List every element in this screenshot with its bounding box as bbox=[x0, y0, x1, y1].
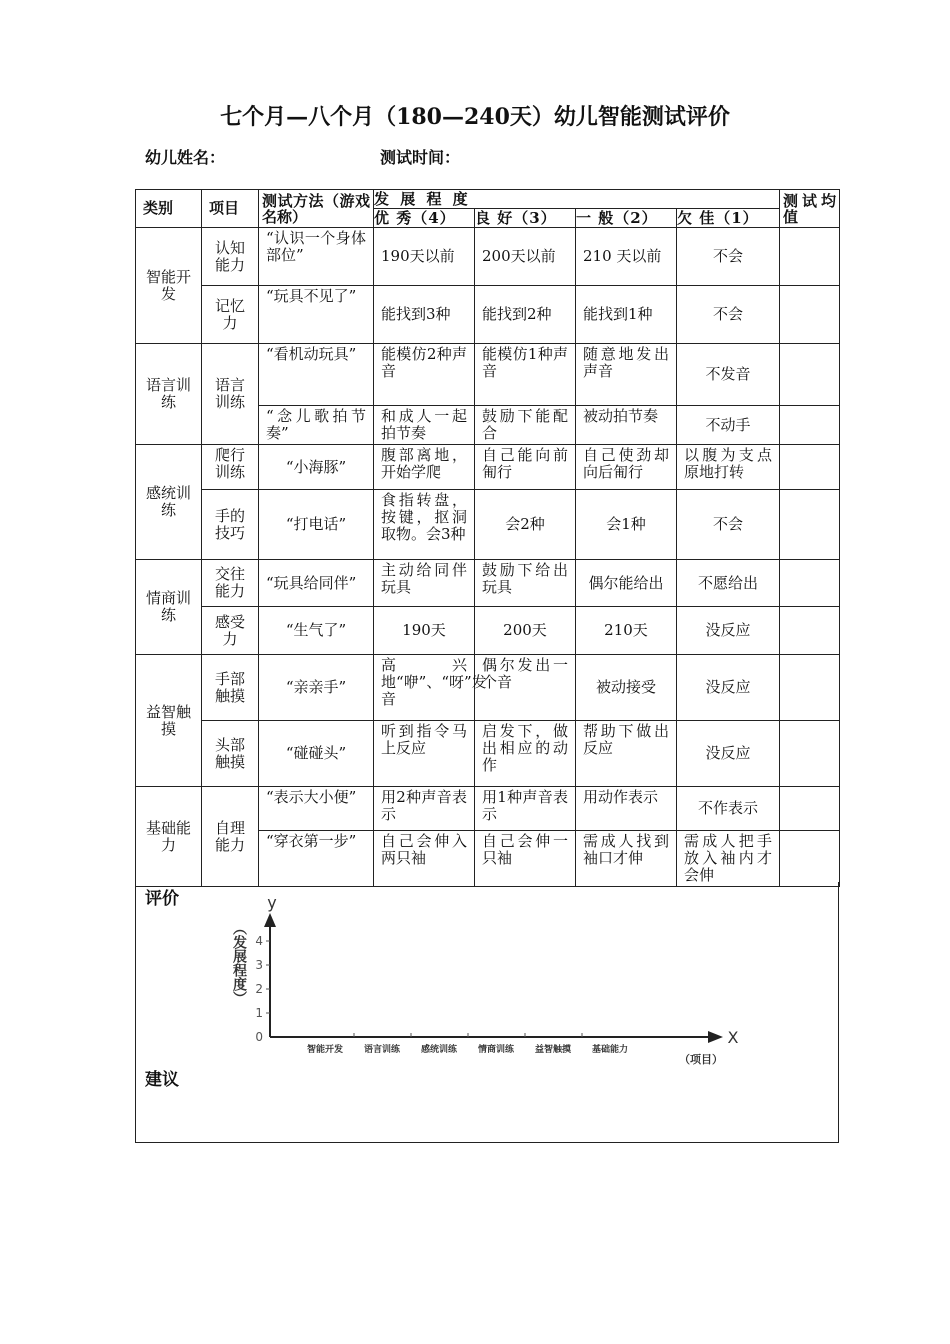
level-4-cell: 高兴地“咿”、“呀”发音 bbox=[374, 655, 475, 721]
level-2-cell: 210天 bbox=[576, 607, 677, 655]
table-row bbox=[136, 344, 840, 406]
y-tick-label: 3 bbox=[255, 958, 263, 972]
level-poor-header: 欠 佳（1） bbox=[677, 209, 780, 228]
level-3-cell: 用1种声音表示 bbox=[475, 787, 576, 831]
level-4-cell: 主动给同伴玩具 bbox=[374, 560, 475, 607]
development-level-header: 发 展 程 度 bbox=[374, 190, 780, 209]
level-3-cell: 200天 bbox=[475, 607, 576, 655]
level-4-cell: 听到指令马上反应 bbox=[374, 721, 475, 787]
category-cell: 智能开发 bbox=[136, 228, 202, 344]
method-cell: “认识一个身体部位” bbox=[259, 228, 374, 286]
method-cell: “打电话” bbox=[259, 490, 374, 560]
x-tick-label: 感统训练 bbox=[420, 1045, 458, 1055]
category-cell: 情商训练 bbox=[136, 560, 202, 655]
y-tick-label: 0 bbox=[255, 1030, 263, 1044]
method-cell: “念儿歌拍节奏” bbox=[259, 406, 374, 445]
level-3-cell: 偶尔发出一个音 bbox=[475, 655, 576, 721]
level-4-cell: 自己会伸入两只袖 bbox=[374, 831, 475, 887]
x-tick-label: 语言训练 bbox=[363, 1045, 401, 1055]
level-3-cell: 能找到2种 bbox=[475, 286, 576, 344]
level-1-cell: 没反应 bbox=[677, 607, 780, 655]
item-cell: 自理能力 bbox=[202, 787, 259, 887]
level-3-cell: 启发下，做出相应的动作 bbox=[475, 721, 576, 787]
item-cell: 感受力 bbox=[202, 607, 259, 655]
method-cell: “小海豚” bbox=[259, 445, 374, 490]
average-cell bbox=[780, 344, 840, 406]
level-4-cell: 能找到3种 bbox=[374, 286, 475, 344]
y-axis-unit: （发展程度） bbox=[231, 921, 247, 1005]
table-row bbox=[136, 490, 840, 560]
level-2-cell: 会1种 bbox=[576, 490, 677, 560]
level-1-cell: 需成人把手放入袖内才会伸 bbox=[677, 831, 780, 887]
level-2-cell: 自己使劲却向后匍行 bbox=[576, 445, 677, 490]
level-1-cell: 不会 bbox=[677, 286, 780, 344]
level-1-cell: 没反应 bbox=[677, 655, 780, 721]
level-excellent-header: 优 秀（4） bbox=[374, 209, 475, 228]
method-header: 测试方法（游戏名称） bbox=[259, 190, 374, 228]
level-1-cell: 以腹为支点原地打转 bbox=[677, 445, 780, 490]
level-2-cell: 210 天以前 bbox=[576, 228, 677, 286]
level-1-cell: 不愿给出 bbox=[677, 560, 780, 607]
level-4-cell: 190天以前 bbox=[374, 228, 475, 286]
average-cell bbox=[780, 787, 840, 831]
category-cell: 益智触摸 bbox=[136, 655, 202, 787]
item-cell: 记忆力 bbox=[202, 286, 259, 344]
level-3-cell: 鼓励下能配合 bbox=[475, 406, 576, 445]
child-name-label: 幼儿姓名： bbox=[145, 148, 226, 167]
average-cell bbox=[780, 655, 840, 721]
suggestion-label: 建议 bbox=[145, 1070, 179, 1090]
item-header: 项目 bbox=[202, 190, 259, 228]
item-cell: 手部触摸 bbox=[202, 655, 259, 721]
average-cell bbox=[780, 607, 840, 655]
level-1-cell: 不动手 bbox=[677, 406, 780, 445]
level-average-header: 一 般（2） bbox=[576, 209, 677, 228]
item-cell: 交往能力 bbox=[202, 560, 259, 607]
level-2-cell: 帮助下做出反应 bbox=[576, 721, 677, 787]
method-cell: “碰碰头” bbox=[259, 721, 374, 787]
level-2-cell: 被动接受 bbox=[576, 655, 677, 721]
page-title: 七个月—八个月（180—240天）幼儿智能测试评价 bbox=[220, 104, 730, 130]
level-3-cell: 会2种 bbox=[475, 490, 576, 560]
level-2-cell: 偶尔能给出 bbox=[576, 560, 677, 607]
method-cell: “玩具给同伴” bbox=[259, 560, 374, 607]
category-cell: 基础能力 bbox=[136, 787, 202, 887]
average-cell bbox=[780, 831, 840, 887]
level-3-cell: 自己能向前匍行 bbox=[475, 445, 576, 490]
table-row bbox=[136, 607, 840, 655]
y-axis-arrow bbox=[264, 913, 276, 927]
evaluation-table bbox=[135, 189, 840, 887]
level-4-cell: 用2种声音表示 bbox=[374, 787, 475, 831]
x-tick-label: 益智触摸 bbox=[534, 1045, 572, 1055]
average-cell bbox=[780, 721, 840, 787]
average-cell bbox=[780, 445, 840, 490]
level-1-cell: 不会 bbox=[677, 490, 780, 560]
method-cell: “穿衣第一步” bbox=[259, 831, 374, 887]
x-tick-label: 情商训练 bbox=[477, 1045, 515, 1055]
item-cell: 认知能力 bbox=[202, 228, 259, 286]
level-2-cell: 随意地发出声音 bbox=[576, 344, 677, 406]
table-row bbox=[136, 560, 840, 607]
method-cell: “玩具不见了” bbox=[259, 286, 374, 344]
average-cell bbox=[780, 490, 840, 560]
x-tick-label: 智能开发 bbox=[306, 1045, 344, 1055]
level-3-cell: 200天以前 bbox=[475, 228, 576, 286]
y-tick-label: 2 bbox=[255, 982, 263, 996]
average-cell bbox=[780, 228, 840, 286]
level-1-cell: 没反应 bbox=[677, 721, 780, 787]
y-tick-label: 4 bbox=[255, 934, 263, 948]
method-cell: “看机动玩具” bbox=[259, 344, 374, 406]
header-row bbox=[136, 190, 840, 209]
level-3-cell: 能模仿1种声音 bbox=[475, 344, 576, 406]
x-axis-arrow bbox=[708, 1031, 723, 1043]
level-2-cell: 能找到1种 bbox=[576, 286, 677, 344]
table-row bbox=[136, 228, 840, 286]
average-cell bbox=[780, 286, 840, 344]
level-4-cell: 食指转盘，按键，抠洞取物。会3种 bbox=[374, 490, 475, 560]
table-row bbox=[136, 787, 840, 831]
item-cell: 头部触摸 bbox=[202, 721, 259, 787]
level-3-cell: 自己会伸一只袖 bbox=[475, 831, 576, 887]
table-row bbox=[136, 655, 840, 721]
level-2-cell: 需成人找到袖口才伸 bbox=[576, 831, 677, 887]
item-cell: 手的技巧 bbox=[202, 490, 259, 560]
level-2-cell: 被动拍节奏 bbox=[576, 406, 677, 445]
item-cell: 爬行训练 bbox=[202, 445, 259, 490]
y-tick-label: 1 bbox=[255, 1006, 263, 1020]
level-4-cell: 腹部离地，开始学爬 bbox=[374, 445, 475, 490]
level-2-cell: 用动作表示 bbox=[576, 787, 677, 831]
average-header: 测试均值 bbox=[780, 190, 840, 228]
table-row bbox=[136, 721, 840, 787]
category-header: 类别 bbox=[136, 190, 202, 228]
average-cell bbox=[780, 560, 840, 607]
x-axis-unit: （项目） bbox=[679, 1053, 723, 1066]
table-row bbox=[136, 445, 840, 490]
level-4-cell: 能模仿2种声音 bbox=[374, 344, 475, 406]
level-1-cell: 不会 bbox=[677, 228, 780, 286]
y-axis-label: y bbox=[267, 893, 277, 912]
category-cell: 语言训练 bbox=[136, 344, 202, 445]
category-cell: 感统训练 bbox=[136, 445, 202, 560]
method-cell: “表示大小便” bbox=[259, 787, 374, 831]
development-chart bbox=[225, 893, 765, 1073]
item-cell: 语言训练 bbox=[202, 344, 259, 445]
level-3-cell: 鼓励下给出玩具 bbox=[475, 560, 576, 607]
test-time-label: 测试时间： bbox=[380, 148, 461, 167]
x-tick-label: 基础能力 bbox=[591, 1045, 629, 1055]
level-1-cell: 不发音 bbox=[677, 344, 780, 406]
level-1-cell: 不作表示 bbox=[677, 787, 780, 831]
table-row bbox=[136, 286, 840, 344]
level-4-cell: 和成人一起拍节奏 bbox=[374, 406, 475, 445]
level-good-header: 良 好（3） bbox=[475, 209, 576, 228]
average-cell bbox=[780, 406, 840, 445]
evaluation-label: 评价 bbox=[145, 889, 179, 909]
level-4-cell: 190天 bbox=[374, 607, 475, 655]
method-cell: “生气了” bbox=[259, 607, 374, 655]
method-cell: “亲亲手” bbox=[259, 655, 374, 721]
x-axis-label: X bbox=[727, 1028, 739, 1047]
